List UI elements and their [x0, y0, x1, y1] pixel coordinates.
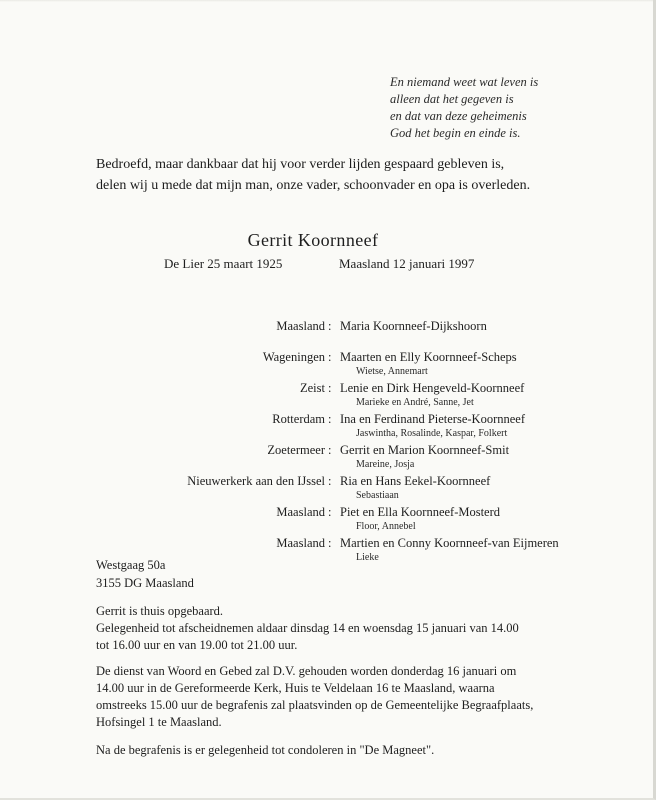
- separator: :: [328, 350, 332, 364]
- paper-fold: [0, 0, 653, 2]
- family-children: Jaswintha, Rosalinde, Kaspar, Folkert: [356, 428, 508, 439]
- home-address: [96, 556, 194, 592]
- family-entry: [0, 381, 656, 412]
- condolence-paragraph: [96, 742, 434, 759]
- service-line: De dienst van Woord en Gebed zal D.V. gehouden worden donderdag 16 januari om: [96, 664, 517, 678]
- separator: :: [328, 412, 332, 426]
- family-children: Marieke en André, Sanne, Jet: [356, 397, 474, 408]
- family-names: Maria Koornneef-Dijkshoorn: [340, 319, 487, 333]
- family-place: Wageningen: [262, 350, 325, 364]
- announcement-line: Bedroefd, maar dankbaar dat hij voor verder lijden gespaard gebleven is,: [96, 157, 505, 172]
- family-place: Nieuwerkerk aan den IJssel: [187, 474, 325, 488]
- condolence-line: Na de begrafenis is er gelegenheid tot condoleren in "De Magneet".: [96, 743, 435, 757]
- family-list: [0, 319, 656, 567]
- family-place: Zeist: [300, 381, 325, 395]
- family-place: Maasland: [276, 536, 325, 550]
- separator: :: [328, 505, 332, 519]
- poem-line: en dat van deze geheimenis: [390, 109, 527, 123]
- poem-line: God het begin en einde is.: [390, 126, 521, 140]
- family-names: Lenie en Dirk Hengeveld-Koornneef: [340, 381, 525, 395]
- family-entry: [0, 412, 656, 443]
- family-place: Maasland: [276, 505, 325, 519]
- deceased-name-block: [0, 230, 656, 251]
- service-paragraph: [96, 663, 533, 731]
- family-place: Maasland: [276, 319, 325, 333]
- service-line: Hofsingel 1 te Maasland.: [96, 715, 222, 729]
- visitation-paragraph: [96, 603, 519, 654]
- family-names: Piet en Ella Koornneef-Mosterd: [340, 505, 501, 519]
- family-children: Wietse, Annemart: [356, 366, 428, 377]
- family-place: Rotterdam: [272, 412, 325, 426]
- family-names: Gerrit en Marion Koornneef-Smit: [340, 443, 510, 457]
- announcement-line: delen wij u mede dat mijn man, onze vader, schoonvader en opa is overleden.: [96, 178, 531, 193]
- family-children: Mareine, Josja: [356, 459, 415, 470]
- announcement: [96, 154, 530, 196]
- poem-line: alleen dat het gegeven is: [390, 92, 514, 106]
- visitation-line: Gelegenheid tot afscheidnemen aldaar dinsdag 14 en woensdag 15 januari van 14.00: [96, 621, 519, 635]
- birth-info: De Lier 25 maart 1925: [164, 256, 283, 271]
- family-entry: [0, 443, 656, 474]
- separator: :: [328, 443, 332, 457]
- deceased-name: Gerrit Koornneef: [247, 230, 379, 250]
- separator: :: [328, 381, 332, 395]
- family-entry: [0, 319, 656, 350]
- family-names: Maarten en Elly Koornneef-Scheps: [340, 350, 517, 364]
- separator: :: [328, 474, 332, 488]
- separator: :: [328, 319, 332, 333]
- family-children: Lieke: [356, 552, 379, 563]
- family-entry: [0, 474, 656, 505]
- family-children: Sebastiaan: [356, 490, 399, 501]
- death-info: Maasland 12 januari 1997: [339, 256, 475, 271]
- family-children: Floor, Annebel: [356, 521, 416, 532]
- service-line: omstreeks 15.00 uur de begrafenis zal plaatsvinden op de Gemeentelijke Begraafplaats,: [96, 698, 534, 712]
- family-names: Martien en Conny Koornneef-van Eijmeren: [340, 536, 559, 550]
- poem-line: En niemand weet wat leven is: [390, 75, 539, 89]
- family-place: Zoetermeer: [267, 443, 325, 457]
- address-street: Westgaag 50a: [96, 558, 166, 572]
- service-line: 14.00 uur in de Gereformeerde Kerk, Huis te Veldelaan 16 te Maasland, waarna: [96, 681, 495, 695]
- family-entry: [0, 350, 656, 381]
- visitation-line: tot 16.00 uur en van 19.00 tot 21.00 uur.: [96, 638, 298, 652]
- family-entry: [0, 505, 656, 536]
- address-city: 3155 DG Maasland: [96, 576, 194, 590]
- poem: [390, 74, 538, 142]
- family-names: Ria en Hans Eekel-Koornneef: [340, 474, 491, 488]
- visitation-line: Gerrit is thuis opgebaard.: [96, 604, 224, 618]
- separator: :: [328, 536, 332, 550]
- family-names: Ina en Ferdinand Pieterse-Koornneef: [340, 412, 525, 426]
